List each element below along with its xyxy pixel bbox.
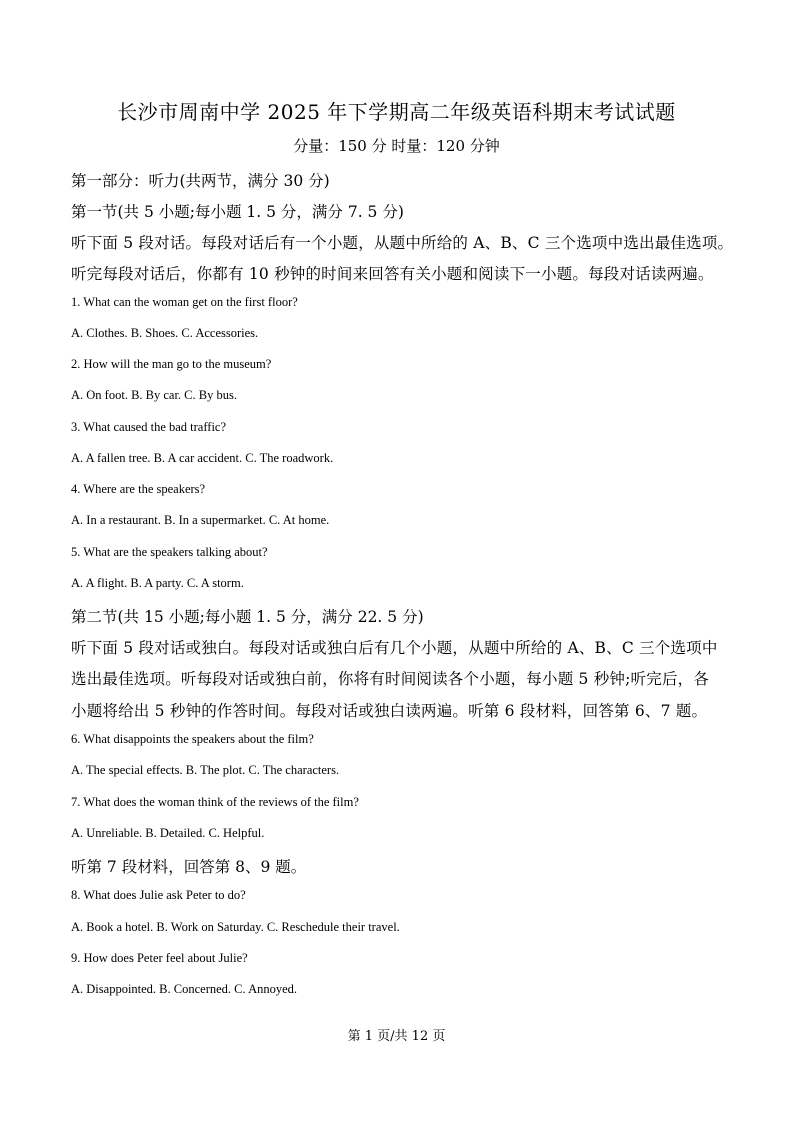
section2-heading: 第二节(共 15 小题;每小题 1. 5 分，满分 22. 5 分) xyxy=(71,608,424,626)
question-options: A. On foot. B. By car. C. By bus. xyxy=(71,388,237,402)
question-options: A. A flight. B. A party. C. A storm. xyxy=(71,576,244,590)
question-text: 1. What can the woman get on the first floor? xyxy=(71,295,298,309)
question-options: A. Book a hotel. B. Work on Saturday. C. Reschedule their travel. xyxy=(71,920,400,934)
section1-instruction-line: 听下面 5 段对话。每段对话后有一个小题，从题中所给的 A、B、C 三个选项中选出最佳选项。 xyxy=(71,234,734,252)
section2-instruction-line: 听下面 5 段对话或独白。每段对话或独白后有几个小题，从题中所给的 A、B、C 三个选项中 xyxy=(71,639,718,657)
question-text: 7. What does the woman think of the reviews of the film? xyxy=(71,795,359,809)
question-options: A. Unreliable. B. Detailed. C. Helpful. xyxy=(71,826,265,840)
question-text: 2. How will the man go to the museum? xyxy=(71,357,272,371)
exam-title: 长沙市周南中学 2025 年下学期高二年级英语科期末考试试题 xyxy=(117,100,676,124)
part1-heading: 第一部分：听力(共两节，满分 30 分) xyxy=(71,172,330,190)
question-options: A. Clothes. B. Shoes. C. Accessories. xyxy=(71,326,259,340)
passage7-instruction: 听第 7 段材料，回答第 8、9 题。 xyxy=(71,858,307,876)
question-options: A. A fallen tree. B. A car accident. C. The roadwork. xyxy=(71,451,334,465)
question-text: 3. What caused the bad traffic? xyxy=(71,420,227,434)
question-options: A. Disappointed. B. Concerned. C. Annoyed. xyxy=(71,982,298,996)
question-text: 5. What are the speakers talking about? xyxy=(71,545,268,559)
section1-heading: 第一节(共 5 小题;每小题 1. 5 分，满分 7. 5 分) xyxy=(71,203,404,221)
question-text: 6. What disappoints the speakers about the film? xyxy=(71,732,314,746)
section2-instruction-line: 选出最佳选项。听每段对话或独白前，你将有时间阅读各个小题，每小题 5 秒钟;听完后，各 xyxy=(71,670,710,688)
page-number: 第 1 页/共 12 页 xyxy=(347,1029,446,1044)
section2-instruction-line: 小题将给出 5 秒钟的作答时间。每段对话或独白读两遍。听第 6 段材料，回答第 6、7 题。 xyxy=(71,702,708,720)
question-options: A. In a restaurant. B. In a supermarket. C. At home. xyxy=(71,513,330,527)
question-text: 4. Where are the speakers? xyxy=(71,482,206,496)
question-options: A. The special effects. B. The plot. C. The characters. xyxy=(71,763,340,777)
question-text: 9. How does Peter feel about Julie? xyxy=(71,951,248,965)
question-text: 8. What does Julie ask Peter to do? xyxy=(71,888,246,902)
score-time-line: 分量：150 分 时量：120 分钟 xyxy=(293,137,500,155)
section1-instruction-line: 听完每段对话后，你都有 10 秒钟的时间来回答有关小题和阅读下一小题。每段对话读两遍。 xyxy=(71,265,714,283)
